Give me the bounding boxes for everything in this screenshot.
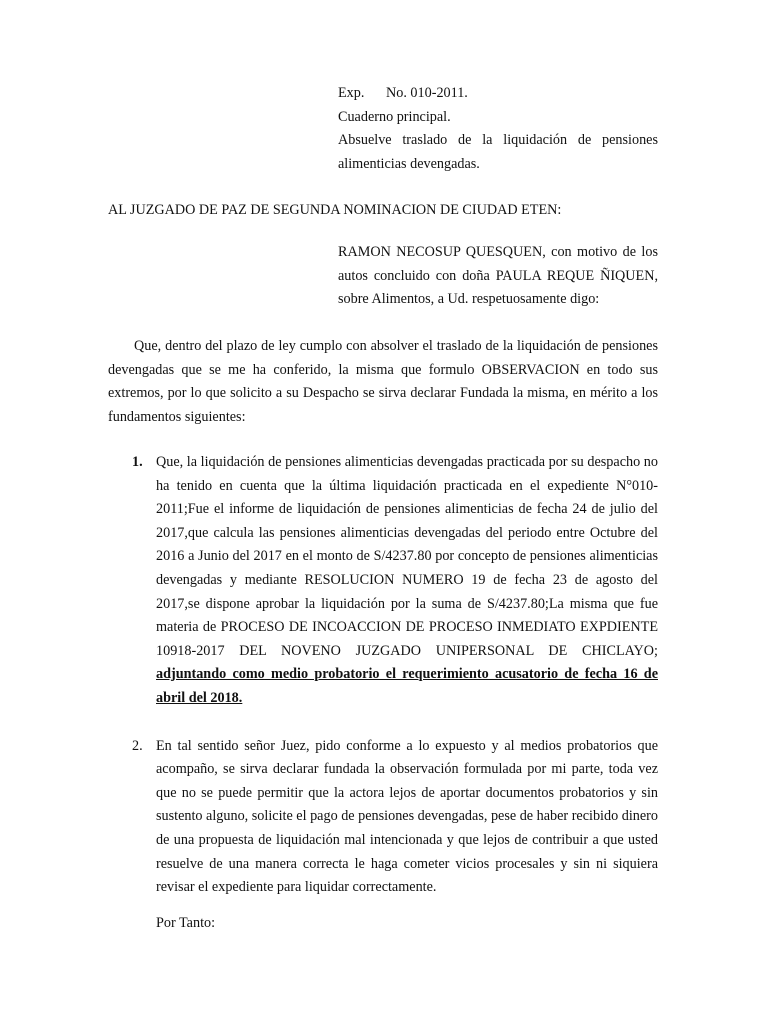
case-number-line xyxy=(338,82,658,106)
argument-text: En tal sentido señor Juez, pido conforme a lo expuesto y al medios probatorios que acompaño, se sirva declarar fundada la observación formulada por mi parte, toda vez que no se puede permitir que la actora lejos de aportar documentos probatorios y sin sustento alguno, solicite el pago de pensiones devengadas, pese de haber recibido dinero de una propuesta de liquidación mal intencionada y que lejos de contribuir a que usted resuelve de una manera correcta le haga cometer vicios procesales y sin ni siquiera revisar el expediente para liquidar correctamente. xyxy=(156,737,658,896)
argument-list xyxy=(108,451,658,900)
case-number: No. 010-2011. xyxy=(386,85,468,101)
argument-item xyxy=(108,735,658,900)
argument-item xyxy=(108,451,658,711)
court-salutation: AL JUZGADO DE PAZ DE SEGUNDA NOMINACION DE CIUDAD ETEN: xyxy=(108,202,562,218)
closing-line: Por Tanto: xyxy=(156,915,216,931)
case-number-label: Exp. xyxy=(338,85,365,101)
intro-paragraph: Que, dentro del plazo de ley cumplo con absolver el traslado de la liquidación de pensiones devengadas que se me ha conferido, la misma que formulo OBSERVACION en todo sus extremos, por lo que solicito a su Despacho se sirva declarar Fundada la misma, en mérito a los fundamentos siguientes: xyxy=(108,338,658,425)
argument-emphasis: adjuntando como medio probatorio el requerimiento acusatorio de fecha 16 de abril del 2018. xyxy=(156,666,658,706)
notebook-line: Cuaderno principal. xyxy=(338,108,451,125)
argument-number: 1. xyxy=(132,454,143,470)
argument-number: 2. xyxy=(132,737,143,754)
case-header xyxy=(338,82,658,176)
argument-text xyxy=(156,451,658,711)
subject-line: Absuelve traslado de la liquidación de pensiones alimenticias devengadas. xyxy=(338,132,658,172)
petitioner-statement: RAMON NECOSUP QUESQUEN, con motivo de los autos concluido con doña PAULA REQUE ÑIQUEN, sobre Alimentos, a Ud. respetuosamente digo: xyxy=(338,244,658,308)
argument-body: Que, la liquidación de pensiones alimenticias devengadas practicada por su despacho no ha tenido en cuenta que la última liquidación practicada en el expediente N°010-2011;Fue el informe de liquidación de pensiones alimenticias de fecha 24 de julio del 2017,que calcula las pensiones alimenticias devengadas del periodo entre Octubre del 2016 a Junio del 2017 en el monto de S/4237.80 por concepto de pensiones alimenticias devengadas y mediante RESOLUCION NUMERO 19 de fecha 23 de agosto del 2017,se dispone aprobar la liquidación por la suma de S/4237.80;La misma que fue materia de PROCESO DE INCOACCION DE PROCESO INMEDIATO EXPDIENTE 10918-2017 DEL NOVENO JUZGADO UNIPERSONAL DE CHICLAYO; xyxy=(156,454,658,659)
